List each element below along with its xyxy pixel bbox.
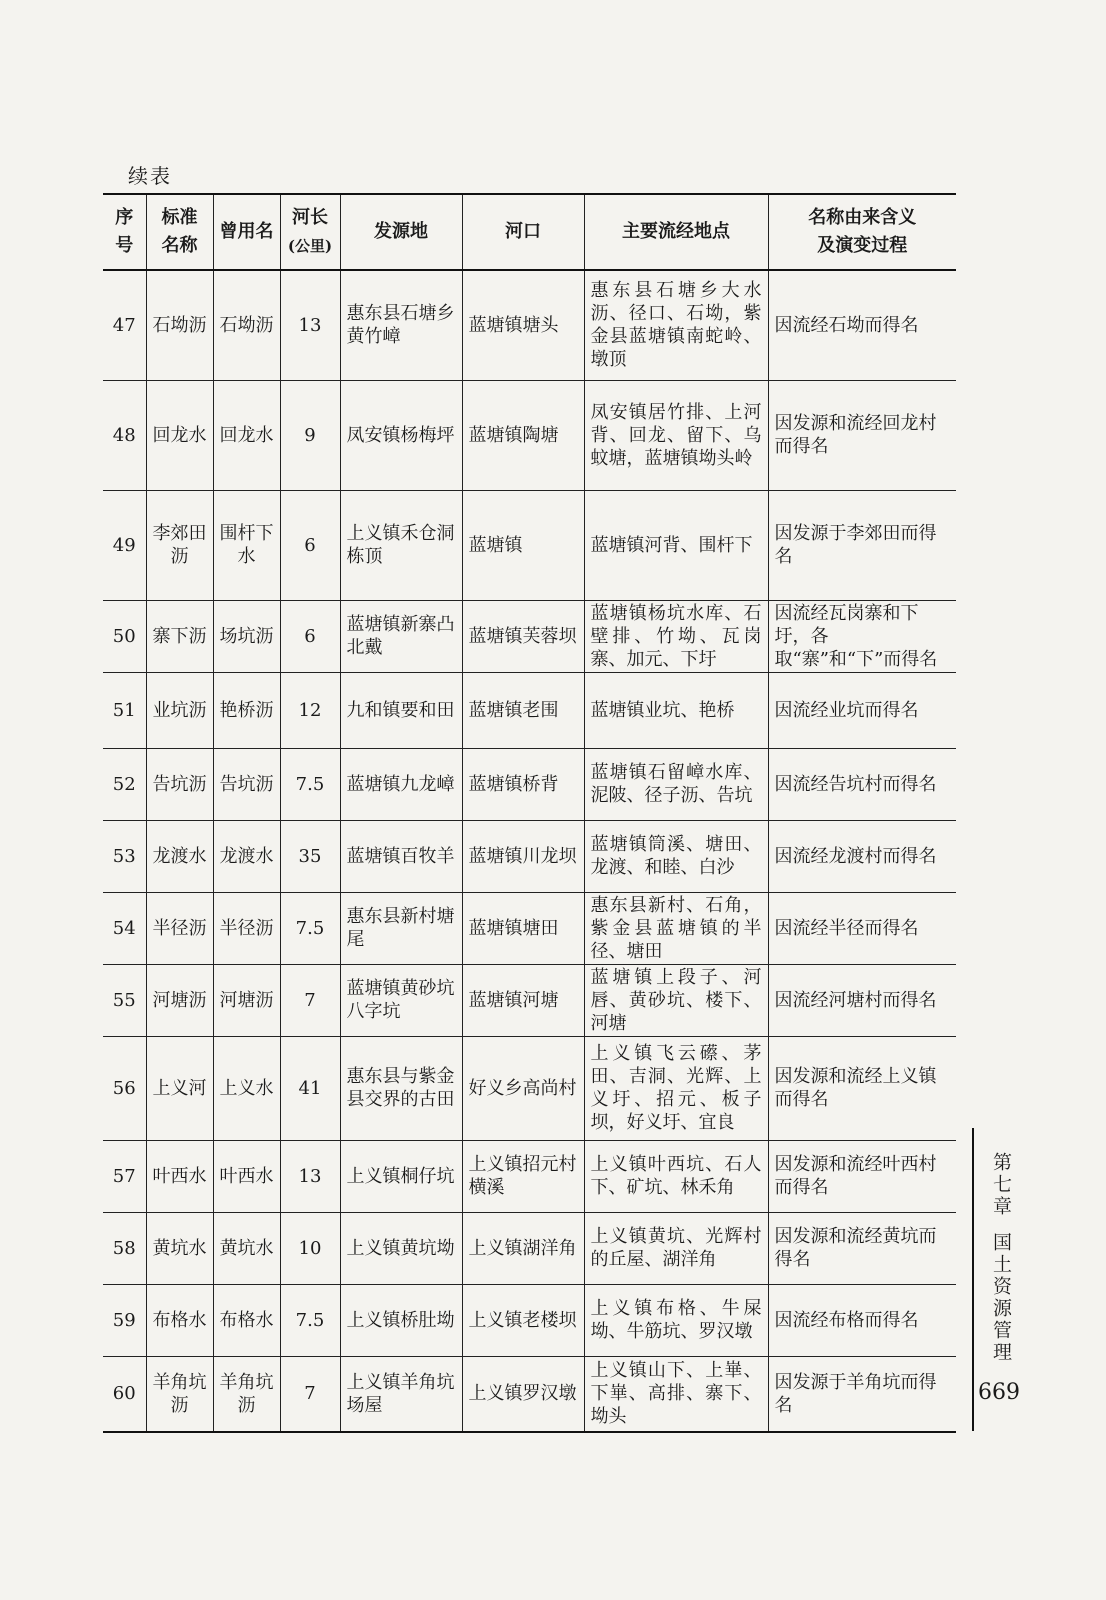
row-old-name: 石坳沥: [213, 270, 280, 380]
row-source: 蓝塘镇九龙嶂: [340, 748, 462, 820]
row-old-name: 布格水: [213, 1284, 280, 1356]
table-row: [103, 490, 956, 600]
row-no: 47: [103, 270, 146, 380]
row-old-name: 黄坑水: [213, 1212, 280, 1284]
table-row: [103, 1356, 956, 1432]
row-no: 56: [103, 1036, 146, 1140]
row-length: 35: [280, 820, 340, 892]
row-no: 58: [103, 1212, 146, 1284]
row-no: 57: [103, 1140, 146, 1212]
table-row: [103, 672, 956, 748]
row-no: 50: [103, 600, 146, 672]
table-row: [103, 380, 956, 490]
row-no: 49: [103, 490, 146, 600]
row-name-origin: 因流经业坑而得名: [768, 672, 956, 748]
row-old-name: 回龙水: [213, 380, 280, 490]
row-mouth: 好义乡高尚村: [462, 1036, 584, 1140]
row-old-name: 河塘沥: [213, 964, 280, 1036]
row-length: 13: [280, 1140, 340, 1212]
row-standard-name: 石坳沥: [146, 270, 213, 380]
row-route: 蓝塘镇上段子、河唇、黄砂坑、楼下、河塘: [584, 964, 768, 1036]
chapter-rule: [972, 1128, 974, 1431]
row-standard-name: 黄坑水: [146, 1212, 213, 1284]
row-route: 凤安镇居竹排、上河背、回龙、留下、乌蚊塘，蓝塘镇坳头岭: [584, 380, 768, 490]
row-standard-name: 告坑沥: [146, 748, 213, 820]
row-source: 上义镇黄坑坳: [340, 1212, 462, 1284]
row-route: 蓝塘镇石留嶂水库、泥陂、径子沥、告坑: [584, 748, 768, 820]
row-old-name: 羊角坑沥: [213, 1356, 280, 1432]
table-row: [103, 964, 956, 1036]
table-row: [103, 820, 956, 892]
row-name-origin: 因流经河塘村而得名: [768, 964, 956, 1036]
row-route: 惠东县石塘乡大水沥、径口、石坳，紫金县蓝塘镇南蛇岭、墩顶: [584, 270, 768, 380]
row-length: 7: [280, 964, 340, 1036]
row-standard-name: 回龙水: [146, 380, 213, 490]
continued-label: 续表: [128, 164, 172, 188]
table-body: [103, 270, 956, 1432]
row-route: 蓝塘镇业坑、艳桥: [584, 672, 768, 748]
row-route: 蓝塘镇河背、围杆下: [584, 490, 768, 600]
row-mouth: 蓝塘镇桥背: [462, 748, 584, 820]
row-old-name: 龙渡水: [213, 820, 280, 892]
row-route: 上义镇飞云礤、茅田、吉洞、光辉、上义圩、招元、板子坝，好义圩、宜良: [584, 1036, 768, 1140]
row-name-origin: 因发源和流经上义镇而得名: [768, 1036, 956, 1140]
row-no: 59: [103, 1284, 146, 1356]
header-source: 发源地: [340, 194, 462, 270]
row-route: 蓝塘镇杨坑水库、石壁排、竹坳、瓦岗寨、加元、下圩: [584, 600, 768, 672]
row-source: 惠东县新村塘尾: [340, 892, 462, 964]
row-length: 6: [280, 490, 340, 600]
row-source: 蓝塘镇黄砂坑八字坑: [340, 964, 462, 1036]
table-row: [103, 748, 956, 820]
header-no: 序号: [103, 194, 146, 270]
row-length: 13: [280, 270, 340, 380]
row-length: 7.5: [280, 892, 340, 964]
row-name-origin: 因流经龙渡村而得名: [768, 820, 956, 892]
table-row: [103, 1140, 956, 1212]
row-no: 53: [103, 820, 146, 892]
row-name-origin: 因发源于李郊田而得名: [768, 490, 956, 600]
row-mouth: 蓝塘镇塘田: [462, 892, 584, 964]
row-source: 上义镇桥肚坳: [340, 1284, 462, 1356]
row-route: 上义镇叶西坑、石人下、矿坑、林禾角: [584, 1140, 768, 1212]
row-length: 7.5: [280, 1284, 340, 1356]
row-no: 55: [103, 964, 146, 1036]
row-source: 上义镇桐仔坑: [340, 1140, 462, 1212]
row-length: 10: [280, 1212, 340, 1284]
header-length: 河长 (公里): [280, 194, 340, 270]
row-route: 上义镇黄坑、光辉村的丘屋、湖洋角: [584, 1212, 768, 1284]
header-old-name: 曾用名: [213, 194, 280, 270]
row-mouth: 蓝塘镇川龙坝: [462, 820, 584, 892]
row-name-origin: 因流经告坑村而得名: [768, 748, 956, 820]
row-name-origin: 因发源和流经叶西村而得名: [768, 1140, 956, 1212]
row-name-origin: 因流经瓦岗寨和下圩，各取“寨”和“下”而得名: [768, 600, 956, 672]
row-route: 惠东县新村、石角，紫金县蓝塘镇的半径、塘田: [584, 892, 768, 964]
header-name-origin: 名称由来含义 及演变过程: [768, 194, 956, 270]
row-length: 12: [280, 672, 340, 748]
row-mouth: 上义镇老楼坝: [462, 1284, 584, 1356]
row-no: 54: [103, 892, 146, 964]
table-row: [103, 1284, 956, 1356]
row-name-origin: 因发源于羊角坑而得名: [768, 1356, 956, 1432]
row-length: 7: [280, 1356, 340, 1432]
row-name-origin: 因流经布格而得名: [768, 1284, 956, 1356]
table-row: [103, 1212, 956, 1284]
row-length: 6: [280, 600, 340, 672]
row-old-name: 场坑沥: [213, 600, 280, 672]
table-header-row: [103, 194, 956, 270]
row-old-name: 告坑沥: [213, 748, 280, 820]
row-standard-name: 李郊田沥: [146, 490, 213, 600]
table-row: [103, 270, 956, 380]
row-length: 41: [280, 1036, 340, 1140]
row-standard-name: 龙渡水: [146, 820, 213, 892]
row-mouth: 蓝塘镇芙蓉坝: [462, 600, 584, 672]
row-source: 惠东县与紫金县交界的古田: [340, 1036, 462, 1140]
row-route: 上义镇山下、上崋、下崋、高排、寨下、坳头: [584, 1356, 768, 1432]
row-mouth: 蓝塘镇老围: [462, 672, 584, 748]
row-source: 惠东县石塘乡黄竹嶂: [340, 270, 462, 380]
row-mouth: 蓝塘镇陶塘: [462, 380, 584, 490]
row-old-name: 半径沥: [213, 892, 280, 964]
row-name-origin: 因发源和流经黄坑而得名: [768, 1212, 956, 1284]
row-standard-name: 布格水: [146, 1284, 213, 1356]
row-standard-name: 叶西水: [146, 1140, 213, 1212]
row-standard-name: 业坑沥: [146, 672, 213, 748]
row-no: 60: [103, 1356, 146, 1432]
page-number: 669: [978, 1380, 1020, 1405]
river-table: [103, 193, 956, 1433]
row-name-origin: 因流经石坳而得名: [768, 270, 956, 380]
row-standard-name: 半径沥: [146, 892, 213, 964]
row-old-name: 叶西水: [213, 1140, 280, 1212]
header-route: 主要流经地点: [584, 194, 768, 270]
row-source: 九和镇要和田: [340, 672, 462, 748]
chapter-number: 第七章: [990, 1152, 1012, 1218]
row-source: 蓝塘镇百牧羊: [340, 820, 462, 892]
row-mouth: 蓝塘镇河塘: [462, 964, 584, 1036]
row-old-name: 上义水: [213, 1036, 280, 1140]
row-mouth: 蓝塘镇塘头: [462, 270, 584, 380]
row-standard-name: 寨下沥: [146, 600, 213, 672]
row-standard-name: 羊角坑沥: [146, 1356, 213, 1432]
row-mouth: 上义镇罗汉墩: [462, 1356, 584, 1432]
row-length: 7.5: [280, 748, 340, 820]
row-route: 上义镇布格、牛屎坳、牛筋坑、罗汉墩: [584, 1284, 768, 1356]
row-old-name: 艳桥沥: [213, 672, 280, 748]
row-mouth: 蓝塘镇: [462, 490, 584, 600]
row-old-name: 围杆下水: [213, 490, 280, 600]
row-mouth: 上义镇湖洋角: [462, 1212, 584, 1284]
row-no: 51: [103, 672, 146, 748]
row-name-origin: 因发源和流经回龙村而得名: [768, 380, 956, 490]
row-mouth: 上义镇招元村横溪: [462, 1140, 584, 1212]
chapter-running-head: [990, 1152, 1012, 1364]
table-row: [103, 600, 956, 672]
row-name-origin: 因流经半径而得名: [768, 892, 956, 964]
row-source: 蓝塘镇新寨凸北戴: [340, 600, 462, 672]
row-no: 52: [103, 748, 146, 820]
header-mouth: 河口: [462, 194, 584, 270]
row-source: 上义镇禾仓洞栋顶: [340, 490, 462, 600]
table-row: [103, 892, 956, 964]
row-source: 上义镇羊角坑场屋: [340, 1356, 462, 1432]
row-route: 蓝塘镇筒溪、塘田、龙渡、和睦、白沙: [584, 820, 768, 892]
row-standard-name: 河塘沥: [146, 964, 213, 1036]
row-source: 凤安镇杨梅坪: [340, 380, 462, 490]
chapter-title: 国土资源管理: [990, 1232, 1012, 1364]
row-length: 9: [280, 380, 340, 490]
table-row: [103, 1036, 956, 1140]
row-no: 48: [103, 380, 146, 490]
header-standard-name: 标准 名称: [146, 194, 213, 270]
row-standard-name: 上义河: [146, 1036, 213, 1140]
